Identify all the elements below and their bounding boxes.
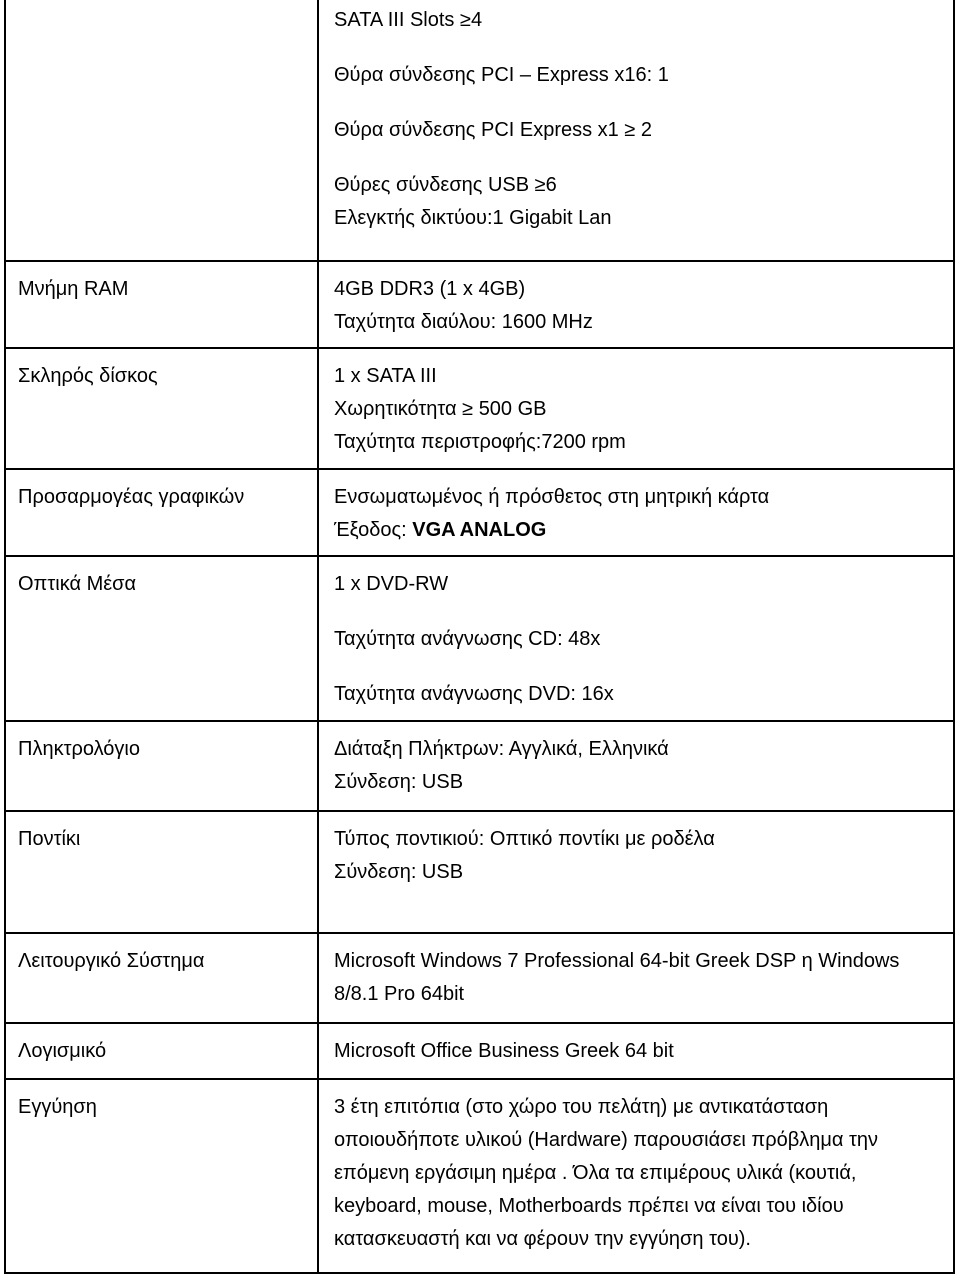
row-value (318, 811, 954, 933)
spec-line: Ενσωματωμένος ή πρόσθετος στη μητρική κάρτα (334, 486, 770, 508)
spec-line: 1 x DVD-RW (334, 573, 449, 595)
spec-line: 4GB DDR3 (1 x 4GB) (334, 278, 526, 300)
spec-line: 3 έτη επιτόπια (στο χώρο του πελάτη) με αντικατάσταση (334, 1096, 829, 1118)
row-value (318, 933, 954, 1023)
row-value (318, 261, 954, 348)
table-row-motherboard (5, 0, 954, 261)
row-value (318, 1079, 954, 1273)
spec-line: Χωρητικότητα ≥ 500 GB (334, 398, 547, 420)
spec-line-output (334, 514, 953, 547)
output-value: VGA ANALOG (412, 519, 547, 541)
row-label-text: Πληκτρολόγιο (18, 738, 140, 760)
spec-line: Διάταξη Πλήκτρων: Αγγλικά, Ελληνικά (334, 738, 669, 760)
row-label-text: Ποντίκι (18, 828, 81, 850)
spec-line: Σύνδεση: USB (334, 771, 464, 793)
row-label-text: Λογισμικό (18, 1040, 107, 1062)
table-row-graphics (5, 469, 954, 556)
spec-line: Ταχύτητα διαύλου: 1600 MHz (334, 311, 593, 333)
specifications-table (4, 0, 955, 1274)
table-row-mouse (5, 811, 954, 933)
spec-line: Τύπος ποντικιού: Οπτικό ποντίκι με ροδέλα (334, 828, 715, 850)
spec-line: Ταχύτητα ανάγνωσης DVD: 16x (334, 683, 614, 705)
table-row-warranty (5, 1079, 954, 1273)
row-label-text: Μνήμη RAM (18, 278, 129, 300)
table-row-keyboard (5, 721, 954, 811)
row-value (318, 556, 954, 721)
spec-line: Ταχύτητα ανάγνωσης CD: 48x (334, 628, 601, 650)
row-label-text: Οπτικά Μέσα (18, 573, 137, 595)
spec-line: κατασκευαστή και να φέρουν την εγγύηση του). (334, 1228, 751, 1250)
spec-line: Θύρες σύνδεσης USB ≥6 (334, 174, 557, 196)
row-label (5, 469, 318, 556)
row-label (5, 348, 318, 469)
spec-line: 1 x SATA III (334, 365, 437, 387)
spec-line: οποιουδήποτε υλικού (Hardware) παρουσιάσει πρόβλημα την (334, 1129, 879, 1151)
row-label-text: Προσαρμογέας γραφικών (18, 486, 245, 508)
row-value-motherboard (318, 0, 954, 261)
spec-line: keyboard, mouse, Motherboards πρέπει να είναι του ιδίου (334, 1195, 844, 1217)
row-value (318, 348, 954, 469)
row-label (5, 1079, 318, 1273)
row-value (318, 1023, 954, 1079)
spec-line: Microsoft Office Business Greek 64 bit (334, 1040, 674, 1062)
spec-line: Σύνδεση: USB (334, 861, 464, 883)
spec-line: Ελεγκτής δικτύου:1 Gigabit Lan (334, 207, 612, 229)
row-value (318, 721, 954, 811)
output-prefix: Έξοδος: (334, 519, 413, 541)
table-row-hdd (5, 348, 954, 469)
table-row-software (5, 1023, 954, 1079)
row-label-text: Σκληρός δίσκος (18, 365, 158, 387)
row-value (318, 469, 954, 556)
table-row-os (5, 933, 954, 1023)
row-label (5, 556, 318, 721)
spec-line: επόμενη εργάσιμη ημέρα . Όλα τα επιμέρους υλικά (κουτιά, (334, 1162, 857, 1184)
spec-line: SATA III Slots ≥4 (334, 9, 483, 31)
row-label-text: Λειτουργικό Σύστημα (18, 950, 205, 972)
row-label-empty (5, 0, 318, 261)
row-label (5, 933, 318, 1023)
row-label-text: Εγγύηση (18, 1096, 97, 1118)
spec-line: Microsoft Windows 7 Professional 64-bit Greek DSP η Windows (334, 950, 900, 972)
spec-line: Ταχύτητα περιστροφής:7200 rpm (334, 431, 626, 453)
row-label (5, 261, 318, 348)
row-label (5, 1023, 318, 1079)
table-row-ram (5, 261, 954, 348)
table-row-optical (5, 556, 954, 721)
row-label (5, 811, 318, 933)
spec-line: Θύρα σύνδεσης PCI Express x1 ≥ 2 (334, 119, 653, 141)
spec-line: 8/8.1 Pro 64bit (334, 983, 465, 1005)
row-label (5, 721, 318, 811)
spec-line: Θύρα σύνδεσης PCI – Express x16: 1 (334, 64, 669, 86)
